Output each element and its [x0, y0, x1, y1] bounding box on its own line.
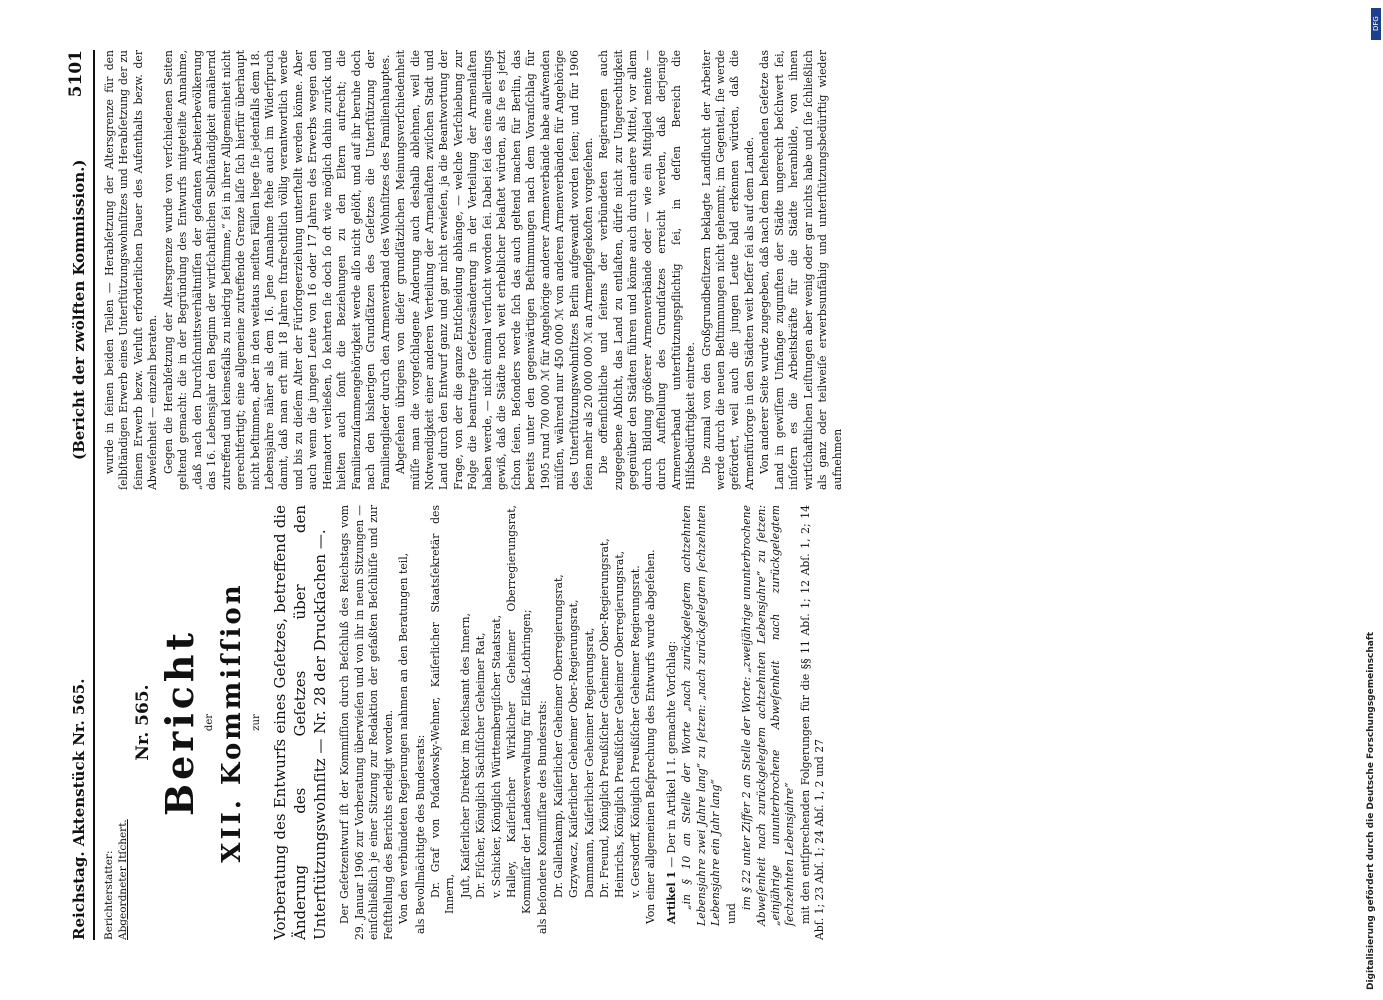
paragraph: Von einer allgemeinen Beſprechung des Entwurfs wurde abgeſehen.: [644, 549, 658, 924]
dfg-logo-badge: DFG: [1371, 8, 1381, 40]
list-item: Dr. Fiſcher, Königlich Sächſiſcher Geheimer Rat,: [474, 632, 488, 898]
article-label: Artikel 1: [664, 871, 678, 924]
commissioners-list: [552, 505, 644, 940]
list-label-commissioners: als beſondere Kommiſſare des Bundesrats:: [536, 700, 550, 934]
article-intro-text: Der in Artikel 1 I. gemachte Vorſchlag:: [664, 640, 678, 854]
column-two: [103, 50, 1317, 490]
rapporteur-block: [103, 505, 130, 940]
paragraph: Gegen die Herabſetzung der Altersgrenze wurde von verſchiedenen Seiten geltend gemacht: die in der Begründung des Entwurfs mitgeteilte Annahme, „daß nach den Durchſchnittsverhältniſſen der geſamten Arbeiterbevölkerung das 16. Lebensjahr den Beginn der wirtſchaftlichen Selbſtändigkeit annähernd zutreffend und keinesfalls zu niedrig beſtimme,“ ſei in ihrer Allgemeinheit nicht gerechtfertigt; eine allgemeine zutreffende Grenze laſſe ſich hierfür überhaupt nicht beſtimmen, aber in den weitaus meiſten Fällen liege ſie jedenfalls dem 18. Lebensjahre näher als dem 16. Jene Annahme ſtehe auch im Widerſpruch damit, daß man erſt mit 18 Jahren ſtrafrechtlich völlig verantwortlich werde und bis zu dieſem Alter der Fürſorgeerziehung unterſtellt werden könne. Aber auch wenn die jungen Leute von 16 oder 17 Jahren des Erwerbs wegen den Heimatort verließen, ſo kehrten ſie doch ſo oft wie möglich dahin zurück und hielten auch ſonſt die Beziehungen zu den Eltern aufrecht; die Familienzuſammengehörigkeit werde alſo nicht gelöſt, und auf ihr beruhe doch nach den bisherigen Grundſätzen des Geſetzes die Unterſtützung der Familienglieder durch den Armenverband des Wohnſitzes des Familienhauptes.: [161, 50, 392, 490]
rapporteur-label: Berichterstatter:: [103, 850, 115, 940]
digitization-note: Digitalisierung gefördert durch die Deutsche Forschungsgemeinschaft: [1366, 631, 1376, 990]
list-item: Heinrichs, Königlich Preußiſcher Geheimer Oberregierungsrat,: [613, 550, 627, 898]
paragraph: Die offenſichtliche und ſeitens der verbündeten Regierungen auch zugegebene Abſicht, das Land zu entlaſten, dürfe nicht zur Ungerechtigkeit gegenüber den Städten führen und könne auch durch andere Mittel, vor allem durch Bildung größerer Armenverbände oder — wie ein Mitglied meinte — durch Aufſtellung des Grundſatzes erreicht werden, daß derjenige Armenverband unterſtützungspflichtig ſei, in deſſen Bereich die Hilfsbedürftigkeit eintrete.: [597, 50, 698, 490]
list-label-plenipotentiaries: als Bevollmächtigte des Bundesrats:: [413, 734, 427, 934]
list-item: v. Gersdorff, Königlich Preußiſcher Geheimer Regierungsrat.: [628, 565, 642, 898]
document-page: [41, 20, 1341, 980]
commission-title: XII. Kommiſſion: [217, 582, 248, 863]
list-item: Dr. Graf von Poſadowsky-Wehner, Kaiſerlicher Staatsſekretär des Innern,: [428, 505, 457, 914]
report-title: Bericht: [157, 628, 203, 817]
report-subject: Vorberatung des Entwurfs eines Geſetzes, betreffend die Änderung des Geſetzes über den Unterſtützungswohnſitz — Nr. 28 der Druckſachen —.: [270, 505, 330, 940]
column-one: [103, 505, 1317, 940]
paragraph: Von anderer Seite wurde zugegeben, daß nach dem beſtehenden Geſetze das Land in gewiſſem Umfange zugunſten der Städte ungerecht beſchwert ſei, inſofern es die Arbeitskräfte für die Städte heranbilde, von ihnen wirtſchaftlichen Leiſtungen aber wenig oder gar nichts habe und ſie ſchließlich als ganz oder teilweiſe erwerbsunfähig und unterſtützungsbedürftig wieder aufnehmen: [758, 50, 844, 490]
paragraph: Von den verbündeten Regierungen nahmen an den Beratungen teil,: [397, 552, 411, 924]
list-item: Grzywacz, Kaiſerlicher Geheimer Ober-Regierungsrat,: [567, 599, 581, 898]
running-head-left: Reichstag. Aktenstück Nr. 565.: [70, 678, 88, 940]
rapporteur-name: Abgeordneter Itſchert.: [116, 819, 129, 940]
paragraph: Abgeſehen übrigens von dieſer grundſätzlichen Meinungsverſchiedenheit müſſe man die vorgeſchlagene Änderung auch deshalb ablehnen, weil die Notwendigkeit einer anderen Verteilung der Armenlaſten zwiſchen Stadt und Land durch den Entwurf ganz und gar nicht erwieſen, ja die Beantwortung der Frage, von der die ganze Entſcheidung abhänge, — welche Verſchiebung zur Folge die beantragte Geſetzesänderung in der Verteilung der Armenlaſten haben werde, — nicht einmal verſucht worden ſei. Dabei ſei das eine allerdings gewiß, daß die Städte noch weit erheblicher belaſtet würden, als ſie es jetzt ſchon ſeien. Beſonders werde ſich das auch geltend machen für Berlin, das bereits unter den gegenwärtigen Beſtimmungen nach dem Voranſchlag für 1905 rund 700 000 ℳ für Angehörige anderer Armenverbände habe aufwenden müſſen, während nur 450 000 ℳ von anderen Armenverbänden für Angehörige des Unterſtützungswohnſitzes Berlin aufgewandt worden ſeien; und für 1906 ſeien mehr als 20 000 000 ℳ an Armenpflegekoſten vorgeſehen.: [394, 50, 595, 490]
list-item: Dr. Freund, Königlich Preußiſcher Geheimer Ober-Regierungsrat,: [597, 538, 611, 898]
title-zur: zur: [251, 714, 263, 731]
paragraph: Die zumal von den Großgrundbeſitzern beklagte Landflucht der Arbeiter werde durch die neuen Beſtimmungen nicht gehemmt; im Gegenteil, ſie werde gefördert, weil auch die jungen Leute bald erkennen würden, daß die Armenfürſorge in den Städten weit beſſer ſei als auf dem Lande.: [699, 50, 756, 490]
article-conjunction: und: [724, 903, 738, 924]
list-item: Juſt, Kaiſerlicher Direktor im Reichsamt des Innern,: [458, 613, 472, 898]
plenipotentiaries-list: [429, 505, 534, 940]
running-head-center: (Bericht der zwölften Kommission.): [70, 159, 88, 460]
list-item: Dr. Gallenkamp, Kaiſerlicher Geheimer Oberregierungsrat,: [551, 574, 565, 898]
title-der: der: [203, 713, 215, 732]
article-quote: im § 22 unter Ziffer 2 an Stelle der Worte: „zweijährige ununterbrochene Abweſenheit nach zurückgelegtem achtzehnten Lebensjahre“ zu ſetzen: „einjährige ununterbrochene Abweſenheit nach zurückgelegtem ſechzehnten Lebensjahre“: [740, 505, 797, 926]
page-number: 5101: [66, 50, 86, 98]
paragraph: wurde in ſeinen beiden Teilen — Herabſetzung der Altersgrenze für den ſelbſtändigen Erwerb eines Unterſtützungswohnſitzes und Herabſetzung der zu ſeinem Erwerb bezw. Verluſt erforderlichen Dauer des Aufenthalts bezw. der Abweſenheit — einzeln beraten.: [103, 50, 160, 490]
list-item: Halley, Kaiſerlicher Wirklicher Geheimer Oberregierungsrat, Kommiſſar der Landesverwaltung für Elſaß-Lothringen;: [505, 505, 533, 914]
article-intro: Artikel 1 — Der in Artikel 1 I. gemachte Vorſchlag:: [664, 640, 678, 924]
document-number: Nr. 565.: [133, 684, 154, 761]
list-item: Dammann, Kaiſerlicher Geheimer Regierungsrat,: [582, 627, 596, 898]
article-quote: „in § 10 an Stelle der Worte „nach zurückgelegtem achtzehnten Lebensjahre zwei Jahre lang“ zu ſetzen: „nach zurückgelegtem ſechzehnten Lebensjahre ein Jahr lang“: [680, 505, 723, 926]
article-tail: mit den entſprechenden Folgerungen für die §§ 11 Abſ. 1; 12 Abſ. 1, 2; 14 Abſ. 1; 23 Abſ. 1; 24 Abſ. 1, 2 und 27: [798, 505, 827, 940]
paragraph: Der Geſetzentwurf iſt der Kommiſſion durch Beſchluß des Reichstags vom 29. Januar 1906 zur Vorberatung überwieſen und von ihr in neun Sitzungen — einſchließlich je einer Sitzung zur Redaktion der gefaßten Beſchlüſſe und zur Feſtſtellung des Berichts erledigt worden.: [338, 505, 395, 940]
list-item: v. Schicker, Königlich Württembergiſcher Staatsrat,: [489, 614, 503, 898]
running-head: [67, 50, 95, 940]
article-1-section: [665, 505, 828, 940]
